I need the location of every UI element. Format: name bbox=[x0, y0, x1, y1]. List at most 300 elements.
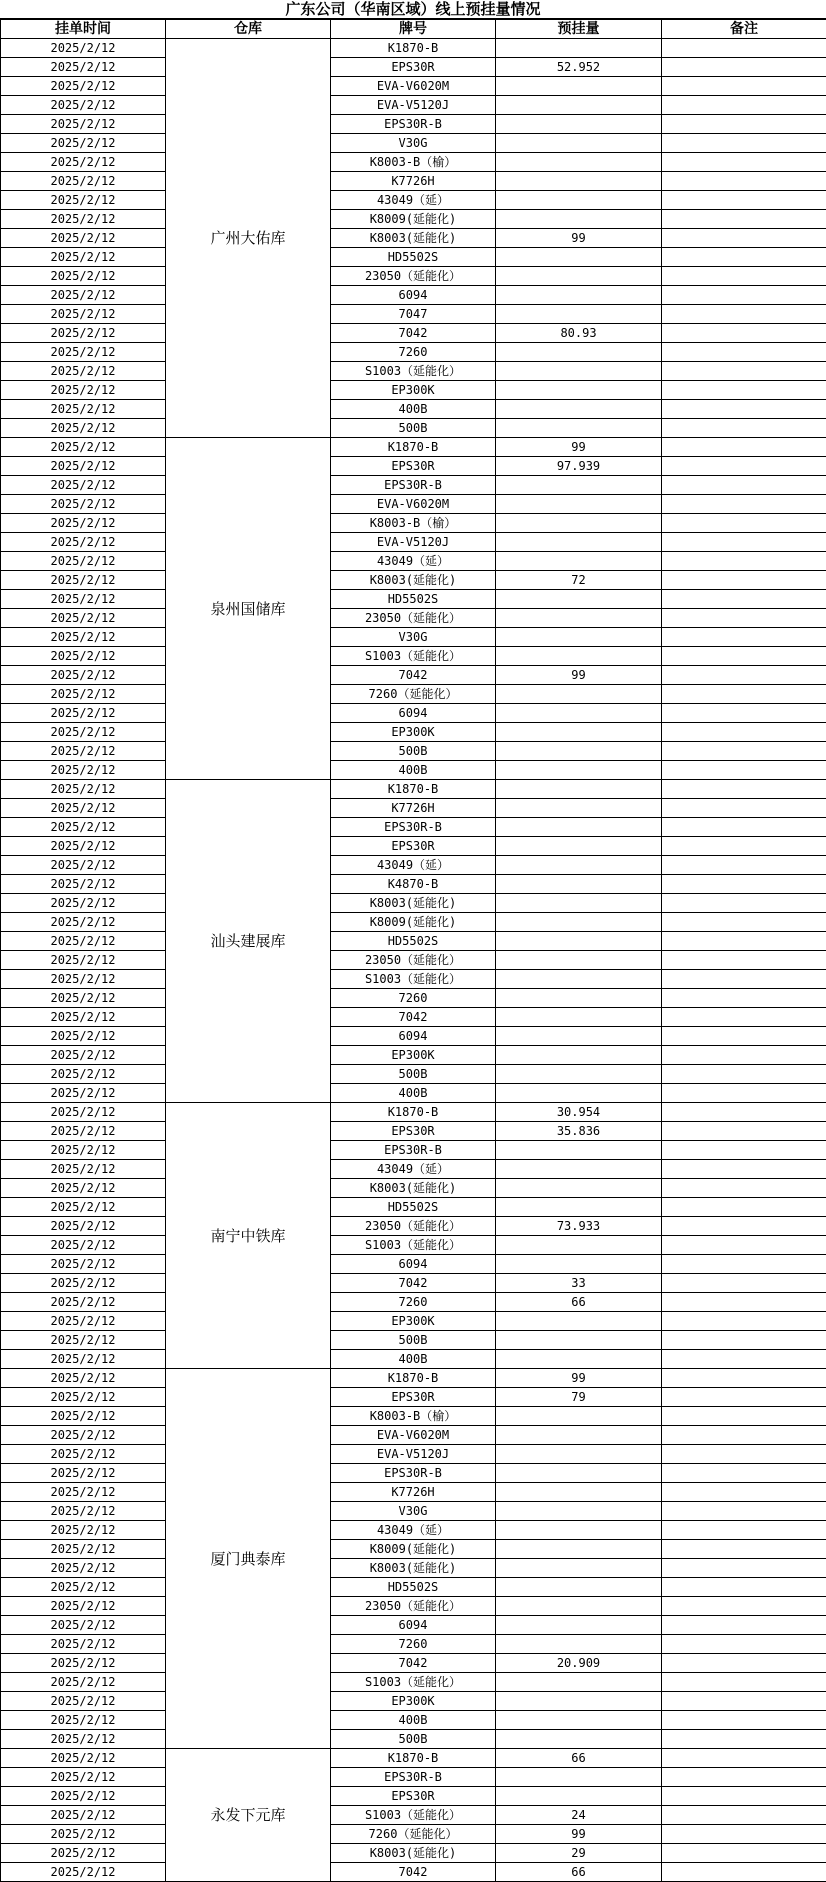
note-cell[interactable] bbox=[662, 1692, 826, 1711]
date-cell[interactable]: 2025/2/12 bbox=[1, 647, 166, 666]
note-cell[interactable] bbox=[662, 305, 826, 324]
date-cell[interactable]: 2025/2/12 bbox=[1, 286, 166, 305]
note-cell[interactable] bbox=[662, 1407, 826, 1426]
qty-cell[interactable] bbox=[496, 818, 662, 837]
note-cell[interactable] bbox=[662, 799, 826, 818]
note-cell[interactable] bbox=[662, 1806, 826, 1825]
qty-cell[interactable] bbox=[496, 856, 662, 875]
grade-cell[interactable]: 43049（延） bbox=[331, 856, 496, 875]
grade-cell[interactable]: K1870-B bbox=[331, 39, 496, 58]
qty-cell[interactable]: 35.836 bbox=[496, 1122, 662, 1141]
qty-cell[interactable] bbox=[496, 1502, 662, 1521]
note-cell[interactable] bbox=[662, 1293, 826, 1312]
qty-cell[interactable] bbox=[496, 533, 662, 552]
date-cell[interactable]: 2025/2/12 bbox=[1, 1179, 166, 1198]
grade-cell[interactable]: EP300K bbox=[331, 1312, 496, 1331]
grade-cell[interactable]: EPS30R-B bbox=[331, 818, 496, 837]
date-cell[interactable]: 2025/2/12 bbox=[1, 1236, 166, 1255]
grade-cell[interactable]: 23050（延能化） bbox=[331, 267, 496, 286]
note-cell[interactable] bbox=[662, 647, 826, 666]
grade-cell[interactable]: EPS30R-B bbox=[331, 1464, 496, 1483]
note-cell[interactable] bbox=[662, 1198, 826, 1217]
date-cell[interactable]: 2025/2/12 bbox=[1, 1008, 166, 1027]
date-cell[interactable]: 2025/2/12 bbox=[1, 438, 166, 457]
qty-cell[interactable] bbox=[496, 39, 662, 58]
grade-cell[interactable]: EPS30R-B bbox=[331, 476, 496, 495]
qty-cell[interactable] bbox=[496, 1730, 662, 1749]
qty-cell[interactable] bbox=[496, 305, 662, 324]
grade-cell[interactable]: 400B bbox=[331, 1350, 496, 1369]
grade-cell[interactable]: K8003-B（榆） bbox=[331, 514, 496, 533]
qty-cell[interactable] bbox=[496, 1635, 662, 1654]
grade-cell[interactable]: S1003（延能化） bbox=[331, 362, 496, 381]
grade-cell[interactable]: K8003(延能化) bbox=[331, 1559, 496, 1578]
qty-cell[interactable] bbox=[496, 210, 662, 229]
note-cell[interactable] bbox=[662, 476, 826, 495]
note-cell[interactable] bbox=[662, 343, 826, 362]
qty-cell[interactable] bbox=[496, 1160, 662, 1179]
grade-cell[interactable]: K7726H bbox=[331, 799, 496, 818]
qty-cell[interactable]: 99 bbox=[496, 438, 662, 457]
note-cell[interactable] bbox=[662, 419, 826, 438]
date-cell[interactable]: 2025/2/12 bbox=[1, 305, 166, 324]
note-cell[interactable] bbox=[662, 381, 826, 400]
qty-cell[interactable] bbox=[496, 1464, 662, 1483]
note-cell[interactable] bbox=[662, 552, 826, 571]
date-cell[interactable]: 2025/2/12 bbox=[1, 894, 166, 913]
qty-cell[interactable]: 33 bbox=[496, 1274, 662, 1293]
grade-cell[interactable]: HD5502S bbox=[331, 932, 496, 951]
grade-cell[interactable]: V30G bbox=[331, 1502, 496, 1521]
date-cell[interactable]: 2025/2/12 bbox=[1, 837, 166, 856]
grade-cell[interactable]: 500B bbox=[331, 742, 496, 761]
date-cell[interactable]: 2025/2/12 bbox=[1, 1540, 166, 1559]
grade-cell[interactable]: K8009(延能化) bbox=[331, 1540, 496, 1559]
note-cell[interactable] bbox=[662, 153, 826, 172]
note-cell[interactable] bbox=[662, 1274, 826, 1293]
date-cell[interactable]: 2025/2/12 bbox=[1, 1635, 166, 1654]
note-cell[interactable] bbox=[662, 1711, 826, 1730]
date-cell[interactable]: 2025/2/12 bbox=[1, 1787, 166, 1806]
note-cell[interactable] bbox=[662, 438, 826, 457]
grade-cell[interactable]: 400B bbox=[331, 1711, 496, 1730]
note-cell[interactable] bbox=[662, 590, 826, 609]
date-cell[interactable]: 2025/2/12 bbox=[1, 1445, 166, 1464]
date-cell[interactable]: 2025/2/12 bbox=[1, 875, 166, 894]
grade-cell[interactable]: S1003（延能化） bbox=[331, 647, 496, 666]
date-cell[interactable]: 2025/2/12 bbox=[1, 533, 166, 552]
note-cell[interactable] bbox=[662, 970, 826, 989]
date-cell[interactable]: 2025/2/12 bbox=[1, 476, 166, 495]
date-cell[interactable]: 2025/2/12 bbox=[1, 1065, 166, 1084]
date-cell[interactable]: 2025/2/12 bbox=[1, 1749, 166, 1768]
grade-cell[interactable]: 6094 bbox=[331, 1255, 496, 1274]
grade-cell[interactable]: 43049（延） bbox=[331, 1521, 496, 1540]
date-cell[interactable]: 2025/2/12 bbox=[1, 1597, 166, 1616]
note-cell[interactable] bbox=[662, 362, 826, 381]
note-cell[interactable] bbox=[662, 286, 826, 305]
grade-cell[interactable]: EPS30R bbox=[331, 1787, 496, 1806]
qty-cell[interactable] bbox=[496, 1673, 662, 1692]
grade-cell[interactable]: 7260 bbox=[331, 1635, 496, 1654]
warehouse-cell[interactable]: 泉州国储库 bbox=[166, 438, 331, 780]
grade-cell[interactable]: S1003（延能化） bbox=[331, 970, 496, 989]
qty-cell[interactable] bbox=[496, 1597, 662, 1616]
note-cell[interactable] bbox=[662, 457, 826, 476]
grade-cell[interactable]: 7047 bbox=[331, 305, 496, 324]
qty-cell[interactable] bbox=[496, 1084, 662, 1103]
qty-cell[interactable] bbox=[496, 248, 662, 267]
grade-cell[interactable]: 6094 bbox=[331, 1027, 496, 1046]
qty-cell[interactable] bbox=[496, 799, 662, 818]
qty-cell[interactable]: 66 bbox=[496, 1863, 662, 1882]
note-cell[interactable] bbox=[662, 1597, 826, 1616]
grade-cell[interactable]: K1870-B bbox=[331, 780, 496, 799]
date-cell[interactable]: 2025/2/12 bbox=[1, 1521, 166, 1540]
note-cell[interactable] bbox=[662, 229, 826, 248]
grade-cell[interactable]: 6094 bbox=[331, 1616, 496, 1635]
grade-cell[interactable]: 400B bbox=[331, 1084, 496, 1103]
date-cell[interactable]: 2025/2/12 bbox=[1, 495, 166, 514]
grade-cell[interactable]: 500B bbox=[331, 1730, 496, 1749]
note-cell[interactable] bbox=[662, 1521, 826, 1540]
note-cell[interactable] bbox=[662, 96, 826, 115]
date-cell[interactable]: 2025/2/12 bbox=[1, 571, 166, 590]
date-cell[interactable]: 2025/2/12 bbox=[1, 552, 166, 571]
date-cell[interactable]: 2025/2/12 bbox=[1, 1331, 166, 1350]
note-cell[interactable] bbox=[662, 1483, 826, 1502]
grade-cell[interactable]: HD5502S bbox=[331, 590, 496, 609]
date-cell[interactable]: 2025/2/12 bbox=[1, 1806, 166, 1825]
qty-cell[interactable] bbox=[496, 134, 662, 153]
note-cell[interactable] bbox=[662, 1255, 826, 1274]
date-cell[interactable]: 2025/2/12 bbox=[1, 1730, 166, 1749]
note-cell[interactable] bbox=[662, 1141, 826, 1160]
warehouse-cell[interactable]: 永发下元库 bbox=[166, 1749, 331, 1882]
qty-cell[interactable] bbox=[496, 115, 662, 134]
grade-cell[interactable]: K8003-B（榆） bbox=[331, 1407, 496, 1426]
date-cell[interactable]: 2025/2/12 bbox=[1, 666, 166, 685]
qty-cell[interactable] bbox=[496, 514, 662, 533]
date-cell[interactable]: 2025/2/12 bbox=[1, 1312, 166, 1331]
date-cell[interactable]: 2025/2/12 bbox=[1, 742, 166, 761]
date-cell[interactable]: 2025/2/12 bbox=[1, 1426, 166, 1445]
date-cell[interactable]: 2025/2/12 bbox=[1, 1103, 166, 1122]
grade-cell[interactable]: 43049（延） bbox=[331, 1160, 496, 1179]
grade-cell[interactable]: EPS30R bbox=[331, 1388, 496, 1407]
qty-cell[interactable] bbox=[496, 1312, 662, 1331]
date-cell[interactable]: 2025/2/12 bbox=[1, 856, 166, 875]
qty-cell[interactable] bbox=[496, 1141, 662, 1160]
note-cell[interactable] bbox=[662, 1103, 826, 1122]
qty-cell[interactable] bbox=[496, 1179, 662, 1198]
date-cell[interactable]: 2025/2/12 bbox=[1, 628, 166, 647]
date-cell[interactable]: 2025/2/12 bbox=[1, 1084, 166, 1103]
note-cell[interactable] bbox=[662, 856, 826, 875]
qty-cell[interactable] bbox=[496, 267, 662, 286]
grade-cell[interactable]: K8009(延能化) bbox=[331, 210, 496, 229]
date-cell[interactable]: 2025/2/12 bbox=[1, 1122, 166, 1141]
date-cell[interactable]: 2025/2/12 bbox=[1, 799, 166, 818]
grade-cell[interactable]: EPS30R bbox=[331, 1122, 496, 1141]
note-cell[interactable] bbox=[662, 704, 826, 723]
date-cell[interactable]: 2025/2/12 bbox=[1, 1350, 166, 1369]
grade-cell[interactable]: K8009(延能化) bbox=[331, 913, 496, 932]
grade-cell[interactable]: EVA-V6020M bbox=[331, 1426, 496, 1445]
qty-cell[interactable] bbox=[496, 1616, 662, 1635]
date-cell[interactable]: 2025/2/12 bbox=[1, 1844, 166, 1863]
note-cell[interactable] bbox=[662, 267, 826, 286]
qty-cell[interactable] bbox=[496, 419, 662, 438]
note-cell[interactable] bbox=[662, 780, 826, 799]
date-cell[interactable]: 2025/2/12 bbox=[1, 1160, 166, 1179]
date-cell[interactable]: 2025/2/12 bbox=[1, 153, 166, 172]
qty-cell[interactable] bbox=[496, 951, 662, 970]
note-cell[interactable] bbox=[662, 1502, 826, 1521]
date-cell[interactable]: 2025/2/12 bbox=[1, 1293, 166, 1312]
qty-cell[interactable]: 52.952 bbox=[496, 58, 662, 77]
note-cell[interactable] bbox=[662, 875, 826, 894]
grade-cell[interactable]: K4870-B bbox=[331, 875, 496, 894]
grade-cell[interactable]: EP300K bbox=[331, 1692, 496, 1711]
grade-cell[interactable]: K8003(延能化) bbox=[331, 229, 496, 248]
qty-cell[interactable] bbox=[496, 1426, 662, 1445]
date-cell[interactable]: 2025/2/12 bbox=[1, 248, 166, 267]
qty-cell[interactable] bbox=[496, 875, 662, 894]
grade-cell[interactable]: K7726H bbox=[331, 172, 496, 191]
grade-cell[interactable]: 7260（延能化） bbox=[331, 1825, 496, 1844]
date-cell[interactable]: 2025/2/12 bbox=[1, 723, 166, 742]
grade-cell[interactable]: 23050（延能化） bbox=[331, 1597, 496, 1616]
grade-cell[interactable]: K8003(延能化) bbox=[331, 1844, 496, 1863]
note-cell[interactable] bbox=[662, 1445, 826, 1464]
date-cell[interactable]: 2025/2/12 bbox=[1, 1616, 166, 1635]
note-cell[interactable] bbox=[662, 837, 826, 856]
grade-cell[interactable]: EPS30R bbox=[331, 58, 496, 77]
grade-cell[interactable]: EPS30R-B bbox=[331, 115, 496, 134]
note-cell[interactable] bbox=[662, 1369, 826, 1388]
qty-cell[interactable] bbox=[496, 172, 662, 191]
qty-cell[interactable]: 29 bbox=[496, 1844, 662, 1863]
note-cell[interactable] bbox=[662, 1331, 826, 1350]
note-cell[interactable] bbox=[662, 324, 826, 343]
qty-cell[interactable] bbox=[496, 1768, 662, 1787]
qty-cell[interactable] bbox=[496, 1578, 662, 1597]
date-cell[interactable]: 2025/2/12 bbox=[1, 1711, 166, 1730]
note-cell[interactable] bbox=[662, 1312, 826, 1331]
date-cell[interactable]: 2025/2/12 bbox=[1, 1863, 166, 1882]
note-cell[interactable] bbox=[662, 989, 826, 1008]
warehouse-cell[interactable]: 南宁中铁库 bbox=[166, 1103, 331, 1369]
qty-cell[interactable] bbox=[496, 362, 662, 381]
date-cell[interactable]: 2025/2/12 bbox=[1, 1255, 166, 1274]
note-cell[interactable] bbox=[662, 1464, 826, 1483]
note-cell[interactable] bbox=[662, 1065, 826, 1084]
note-cell[interactable] bbox=[662, 1179, 826, 1198]
note-cell[interactable] bbox=[662, 666, 826, 685]
qty-cell[interactable] bbox=[496, 590, 662, 609]
qty-cell[interactable] bbox=[496, 552, 662, 571]
grade-cell[interactable]: EP300K bbox=[331, 381, 496, 400]
note-cell[interactable] bbox=[662, 191, 826, 210]
note-cell[interactable] bbox=[662, 1825, 826, 1844]
qty-cell[interactable] bbox=[496, 1236, 662, 1255]
qty-cell[interactable]: 72 bbox=[496, 571, 662, 590]
qty-cell[interactable] bbox=[496, 400, 662, 419]
header-note[interactable]: 备注 bbox=[662, 20, 826, 39]
warehouse-cell[interactable]: 汕头建展库 bbox=[166, 780, 331, 1103]
grade-cell[interactable]: 7042 bbox=[331, 1274, 496, 1293]
date-cell[interactable]: 2025/2/12 bbox=[1, 1464, 166, 1483]
qty-cell[interactable] bbox=[496, 723, 662, 742]
grade-cell[interactable]: S1003（延能化） bbox=[331, 1673, 496, 1692]
note-cell[interactable] bbox=[662, 1217, 826, 1236]
date-cell[interactable]: 2025/2/12 bbox=[1, 134, 166, 153]
qty-cell[interactable] bbox=[496, 1331, 662, 1350]
grade-cell[interactable]: 7042 bbox=[331, 1008, 496, 1027]
date-cell[interactable]: 2025/2/12 bbox=[1, 1407, 166, 1426]
grade-cell[interactable]: 7260 bbox=[331, 1293, 496, 1312]
qty-cell[interactable]: 79 bbox=[496, 1388, 662, 1407]
header-date[interactable]: 挂单时间 bbox=[1, 20, 166, 39]
note-cell[interactable] bbox=[662, 77, 826, 96]
date-cell[interactable]: 2025/2/12 bbox=[1, 1369, 166, 1388]
qty-cell[interactable]: 20.909 bbox=[496, 1654, 662, 1673]
date-cell[interactable]: 2025/2/12 bbox=[1, 704, 166, 723]
qty-cell[interactable] bbox=[496, 913, 662, 932]
grade-cell[interactable]: 400B bbox=[331, 400, 496, 419]
qty-cell[interactable]: 66 bbox=[496, 1293, 662, 1312]
grade-cell[interactable]: K8003(延能化) bbox=[331, 571, 496, 590]
grade-cell[interactable]: 23050（延能化） bbox=[331, 609, 496, 628]
note-cell[interactable] bbox=[662, 1160, 826, 1179]
note-cell[interactable] bbox=[662, 1426, 826, 1445]
note-cell[interactable] bbox=[662, 1844, 826, 1863]
note-cell[interactable] bbox=[662, 609, 826, 628]
qty-cell[interactable] bbox=[496, 837, 662, 856]
qty-cell[interactable] bbox=[496, 1350, 662, 1369]
grade-cell[interactable]: EVA-V6020M bbox=[331, 77, 496, 96]
grade-cell[interactable]: 7042 bbox=[331, 1654, 496, 1673]
date-cell[interactable]: 2025/2/12 bbox=[1, 419, 166, 438]
note-cell[interactable] bbox=[662, 1654, 826, 1673]
qty-cell[interactable] bbox=[496, 1787, 662, 1806]
qty-cell[interactable] bbox=[496, 1521, 662, 1540]
note-cell[interactable] bbox=[662, 1578, 826, 1597]
note-cell[interactable] bbox=[662, 1388, 826, 1407]
grade-cell[interactable]: EVA-V6020M bbox=[331, 495, 496, 514]
qty-cell[interactable] bbox=[496, 628, 662, 647]
date-cell[interactable]: 2025/2/12 bbox=[1, 1027, 166, 1046]
note-cell[interactable] bbox=[662, 495, 826, 514]
note-cell[interactable] bbox=[662, 932, 826, 951]
date-cell[interactable]: 2025/2/12 bbox=[1, 343, 166, 362]
grade-cell[interactable]: 500B bbox=[331, 1331, 496, 1350]
date-cell[interactable]: 2025/2/12 bbox=[1, 932, 166, 951]
date-cell[interactable]: 2025/2/12 bbox=[1, 1274, 166, 1293]
grade-cell[interactable]: EVA-V5120J bbox=[331, 1445, 496, 1464]
grade-cell[interactable]: S1003（延能化） bbox=[331, 1236, 496, 1255]
qty-cell[interactable] bbox=[496, 1027, 662, 1046]
warehouse-cell[interactable]: 厦门典泰库 bbox=[166, 1369, 331, 1749]
grade-cell[interactable]: EVA-V5120J bbox=[331, 533, 496, 552]
qty-cell[interactable]: 99 bbox=[496, 666, 662, 685]
date-cell[interactable]: 2025/2/12 bbox=[1, 1559, 166, 1578]
grade-cell[interactable]: 7042 bbox=[331, 324, 496, 343]
qty-cell[interactable] bbox=[496, 1483, 662, 1502]
date-cell[interactable]: 2025/2/12 bbox=[1, 780, 166, 799]
note-cell[interactable] bbox=[662, 248, 826, 267]
date-cell[interactable]: 2025/2/12 bbox=[1, 1654, 166, 1673]
grade-cell[interactable]: 7042 bbox=[331, 666, 496, 685]
qty-cell[interactable] bbox=[496, 1008, 662, 1027]
note-cell[interactable] bbox=[662, 1236, 826, 1255]
date-cell[interactable]: 2025/2/12 bbox=[1, 229, 166, 248]
grade-cell[interactable]: HD5502S bbox=[331, 1198, 496, 1217]
qty-cell[interactable] bbox=[496, 609, 662, 628]
grade-cell[interactable]: 23050（延能化） bbox=[331, 1217, 496, 1236]
header-qty[interactable]: 预挂量 bbox=[496, 20, 662, 39]
note-cell[interactable] bbox=[662, 134, 826, 153]
qty-cell[interactable] bbox=[496, 153, 662, 172]
note-cell[interactable] bbox=[662, 1084, 826, 1103]
qty-cell[interactable] bbox=[496, 894, 662, 913]
grade-cell[interactable]: V30G bbox=[331, 134, 496, 153]
grade-cell[interactable]: V30G bbox=[331, 628, 496, 647]
qty-cell[interactable] bbox=[496, 780, 662, 799]
date-cell[interactable]: 2025/2/12 bbox=[1, 1198, 166, 1217]
date-cell[interactable]: 2025/2/12 bbox=[1, 1217, 166, 1236]
note-cell[interactable] bbox=[662, 1027, 826, 1046]
note-cell[interactable] bbox=[662, 685, 826, 704]
note-cell[interactable] bbox=[662, 1008, 826, 1027]
qty-cell[interactable]: 99 bbox=[496, 229, 662, 248]
date-cell[interactable]: 2025/2/12 bbox=[1, 381, 166, 400]
note-cell[interactable] bbox=[662, 58, 826, 77]
qty-cell[interactable] bbox=[496, 1445, 662, 1464]
grade-cell[interactable]: K8003-B（榆） bbox=[331, 153, 496, 172]
date-cell[interactable]: 2025/2/12 bbox=[1, 172, 166, 191]
grade-cell[interactable]: K8003(延能化) bbox=[331, 1179, 496, 1198]
date-cell[interactable]: 2025/2/12 bbox=[1, 913, 166, 932]
date-cell[interactable]: 2025/2/12 bbox=[1, 818, 166, 837]
note-cell[interactable] bbox=[662, 1768, 826, 1787]
qty-cell[interactable] bbox=[496, 381, 662, 400]
grade-cell[interactable]: 23050（延能化） bbox=[331, 951, 496, 970]
note-cell[interactable] bbox=[662, 742, 826, 761]
note-cell[interactable] bbox=[662, 1046, 826, 1065]
qty-cell[interactable] bbox=[496, 191, 662, 210]
qty-cell[interactable]: 99 bbox=[496, 1369, 662, 1388]
grade-cell[interactable]: 43049（延） bbox=[331, 191, 496, 210]
note-cell[interactable] bbox=[662, 761, 826, 780]
grade-cell[interactable]: 500B bbox=[331, 419, 496, 438]
grade-cell[interactable]: 6094 bbox=[331, 286, 496, 305]
grade-cell[interactable]: K7726H bbox=[331, 1483, 496, 1502]
date-cell[interactable]: 2025/2/12 bbox=[1, 210, 166, 229]
note-cell[interactable] bbox=[662, 39, 826, 58]
date-cell[interactable]: 2025/2/12 bbox=[1, 609, 166, 628]
qty-cell[interactable] bbox=[496, 1692, 662, 1711]
grade-cell[interactable]: K1870-B bbox=[331, 1103, 496, 1122]
grade-cell[interactable]: 7260 bbox=[331, 343, 496, 362]
grade-cell[interactable]: K8003(延能化) bbox=[331, 894, 496, 913]
note-cell[interactable] bbox=[662, 894, 826, 913]
grade-cell[interactable]: EVA-V5120J bbox=[331, 96, 496, 115]
qty-cell[interactable] bbox=[496, 77, 662, 96]
qty-cell[interactable] bbox=[496, 685, 662, 704]
date-cell[interactable]: 2025/2/12 bbox=[1, 58, 166, 77]
